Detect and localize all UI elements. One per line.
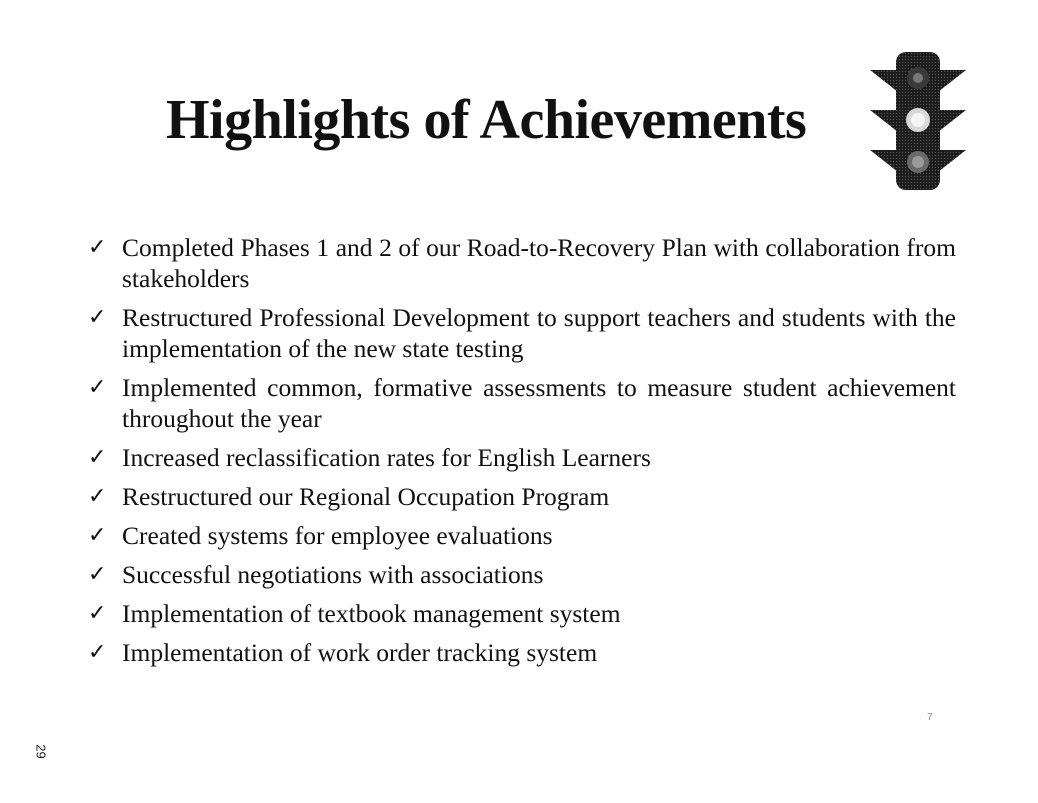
list-item [88, 598, 956, 629]
check-mark-icon: ✓ [88, 484, 107, 509]
check-mark-icon: ✓ [88, 523, 107, 548]
list-item [88, 372, 956, 434]
list-item-text: Increased reclassification rates for English Learners [122, 443, 651, 472]
list-item-text: Restructured Professional Development to support teachers and students with the implementation of the new state testing [122, 303, 956, 363]
list-item-text: Successful negotiations with associations [122, 560, 544, 589]
check-mark-icon: ✓ [88, 640, 107, 665]
check-mark-icon: ✓ [88, 562, 107, 587]
page-number: 29 [33, 744, 49, 759]
list-item [88, 302, 956, 364]
list-item-text: Restructured our Regional Occupation Program [122, 482, 610, 511]
achievement-list [88, 232, 956, 676]
list-item-text: Completed Phases 1 and 2 of our Road-to-Recovery Plan with collaboration from stakeholders [122, 233, 956, 293]
list-item [88, 637, 956, 668]
list-item [88, 481, 956, 512]
check-mark-icon: ✓ [88, 375, 107, 400]
page-title: Highlights of Achievements [166, 89, 807, 151]
traffic-light-icon [868, 52, 968, 190]
slide-mark: 7 [927, 712, 933, 723]
list-item [88, 442, 956, 473]
check-mark-icon: ✓ [88, 235, 107, 260]
check-mark-icon: ✓ [88, 601, 107, 626]
list-item [88, 520, 956, 551]
list-item [88, 232, 956, 294]
list-item [88, 559, 956, 590]
check-mark-icon: ✓ [88, 305, 107, 330]
list-item-text: Implemented common, formative assessments to measure student achievement throughout the year [122, 373, 956, 433]
list-item-text: Created systems for employee evaluations [122, 521, 553, 550]
list-item-text: Implementation of textbook management system [122, 599, 621, 628]
list-item-text: Implementation of work order tracking system [122, 638, 598, 667]
check-mark-icon: ✓ [88, 445, 107, 470]
